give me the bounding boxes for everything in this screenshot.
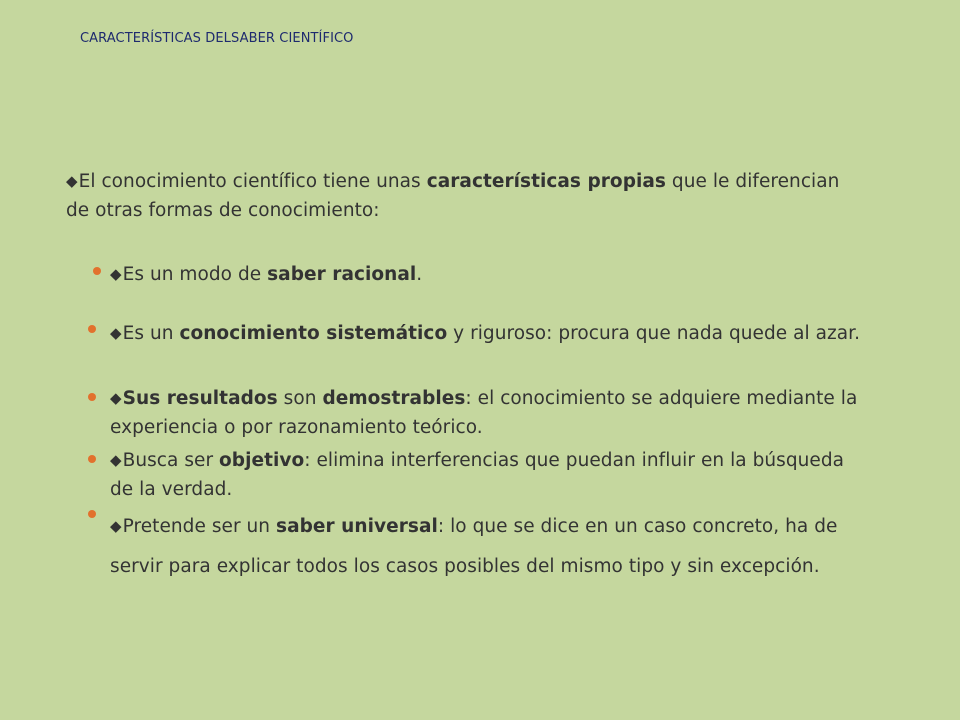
slide-title: CARACTERÍSTICAS DELSABER CIENTÍFICO <box>80 31 354 46</box>
diamond-bullet-icon: ◆ <box>110 517 122 535</box>
intro-text: El conocimiento científico tiene unas <box>78 171 427 192</box>
bullet-text: Busca ser <box>122 450 220 471</box>
intro-text-continued: que le diferencian <box>665 171 840 192</box>
bullet-emphasis: saber universal <box>276 516 438 537</box>
bullet-text-end: . <box>416 264 423 285</box>
diamond-bullet-icon: ◆ <box>110 265 122 283</box>
bullet-text-end: y riguroso: procura que nada quede al azar. <box>447 323 861 344</box>
diamond-bullet-icon: ◆ <box>66 172 78 190</box>
bullet-emphasis: Sus resultados <box>122 388 278 409</box>
orange-bullet-dot-icon <box>93 267 101 275</box>
bullet-text: Pretende ser un <box>122 516 277 537</box>
orange-bullet-dot-icon <box>88 325 96 333</box>
bullet-emphasis: conocimiento sistemático <box>179 323 448 344</box>
bullet-text-end: : elimina interferencias que puedan influir en la búsqueda <box>304 450 845 471</box>
bullet-text: Es un <box>122 323 180 344</box>
bullet-text-line2: experiencia o por razonamiento teórico. <box>110 417 483 438</box>
diamond-bullet-icon: ◆ <box>110 324 122 342</box>
intro-paragraph <box>66 167 839 225</box>
diamond-bullet-icon: ◆ <box>110 451 122 469</box>
bullet-text-end: : lo que se dice en un caso concreto, ha de <box>437 516 838 537</box>
bullet-item-objetivo <box>110 446 844 504</box>
diamond-bullet-icon: ◆ <box>110 389 122 407</box>
intro-emphasis: características propias <box>426 171 666 192</box>
bullet-emphasis: saber racional <box>267 264 417 285</box>
bullet-text-end: : el conocimiento se adquiere mediante la <box>465 388 858 409</box>
bullet-emphasis-2: demostrables <box>322 388 466 409</box>
orange-bullet-dot-icon <box>88 510 96 518</box>
bullet-item-demostrables <box>110 384 857 442</box>
intro-text-line2: de otras formas de conocimiento: <box>66 200 380 221</box>
bullet-item-racional <box>110 260 422 289</box>
orange-bullet-dot-icon <box>88 393 96 401</box>
bullet-text: Es un modo de <box>122 264 268 285</box>
bullet-text: son <box>277 388 323 409</box>
bullet-emphasis: objetivo <box>219 450 305 471</box>
bullet-item-universal <box>110 506 837 587</box>
bullet-text-line2: servir para explicar todos los casos posibles del mismo tipo y sin excepción. <box>110 556 820 577</box>
orange-bullet-dot-icon <box>88 455 96 463</box>
bullet-text-line2: de la verdad. <box>110 479 233 500</box>
bullet-item-sistematico <box>110 319 860 348</box>
